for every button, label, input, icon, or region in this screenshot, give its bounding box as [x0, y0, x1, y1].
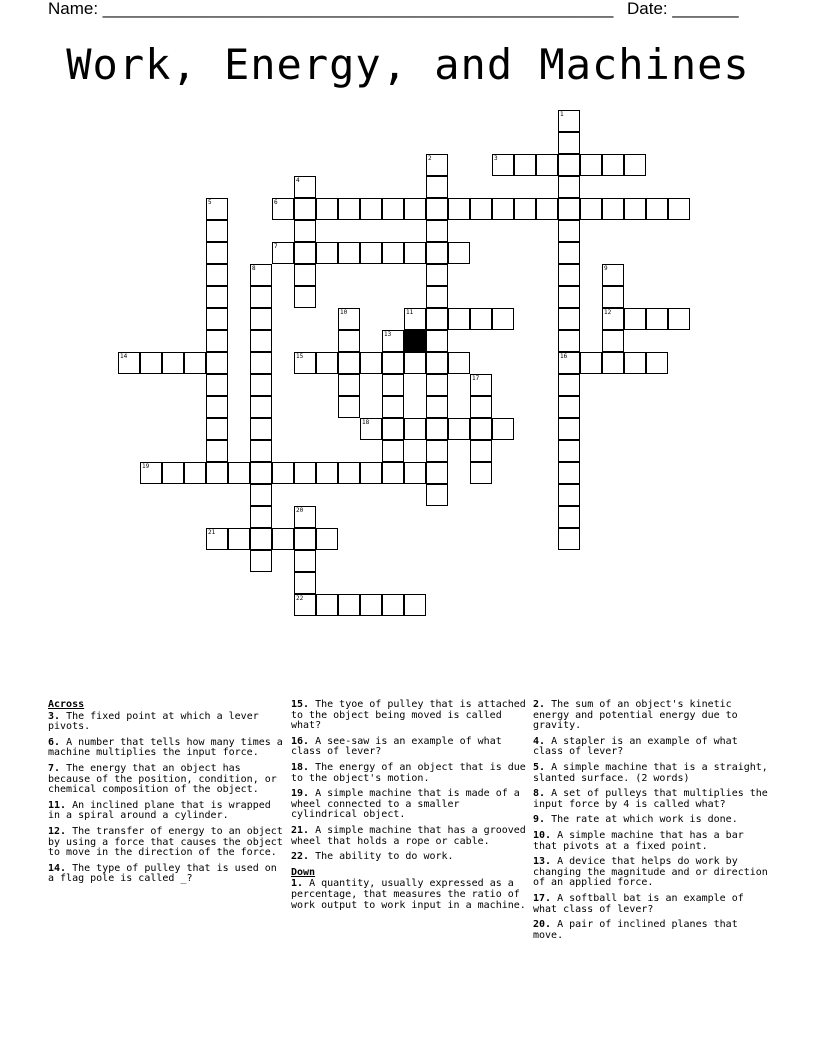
clue-number-label: 14.	[48, 862, 67, 874]
clue-number-label: 6.	[48, 736, 61, 748]
clue-item	[533, 789, 769, 810]
clue-text: A softball bat is an example of what class of lever?	[533, 892, 744, 915]
clue-number-label: 17.	[533, 892, 552, 904]
clue-text: The type of pulley that is used on a flag pole is called _?	[48, 862, 277, 885]
clue-number: 3	[494, 155, 498, 162]
clue-item	[291, 737, 527, 758]
grid-cell[interactable]	[580, 198, 602, 220]
clue-item	[533, 815, 769, 826]
clue-number-label: 4.	[533, 735, 546, 747]
grid-cell[interactable]	[558, 154, 580, 176]
grid-cell[interactable]	[338, 352, 360, 374]
clue-number-label: 13.	[533, 856, 552, 868]
grid-cell[interactable]	[250, 462, 272, 484]
grid-cell[interactable]	[404, 308, 426, 330]
clue-item	[533, 737, 769, 758]
clue-number: 6	[274, 199, 278, 206]
grid-cell[interactable]	[426, 308, 448, 330]
grid-cell[interactable]	[426, 396, 448, 418]
grid-cell[interactable]	[338, 594, 360, 616]
clue-text: A pair of inclined planes that move.	[533, 919, 738, 941]
clue-text: A simple machine that is a straight, slanted surface. (2 words)	[533, 761, 768, 784]
grid-cell[interactable]	[448, 308, 470, 330]
grid-cell[interactable]	[206, 396, 228, 418]
grid-cell[interactable]	[184, 462, 206, 484]
grid-cell[interactable]	[558, 506, 580, 528]
grid-cell[interactable]	[646, 352, 668, 374]
grid-cell[interactable]	[294, 594, 316, 616]
grid-cell[interactable]	[272, 462, 294, 484]
grid-cell[interactable]	[426, 198, 448, 220]
grid-cell[interactable]	[382, 242, 404, 264]
clue-number: 1	[560, 111, 564, 118]
grid-cell[interactable]	[118, 352, 140, 374]
grid-cell[interactable]	[206, 198, 228, 220]
grid-cell[interactable]	[426, 418, 448, 440]
grid-cell[interactable]	[492, 308, 514, 330]
clue-section-heading: Down	[291, 866, 316, 878]
grid-cell[interactable]	[294, 462, 316, 484]
grid-cell[interactable]	[602, 352, 624, 374]
grid-cell[interactable]	[426, 440, 448, 462]
grid-cell[interactable]	[558, 286, 580, 308]
grid-cell[interactable]	[272, 242, 294, 264]
grid-cell[interactable]	[206, 440, 228, 462]
clue-number: 4	[296, 177, 300, 184]
clue-number: 20	[296, 507, 304, 514]
clue-item	[533, 700, 769, 732]
grid-cell[interactable]	[294, 528, 316, 550]
grid-cell[interactable]	[228, 462, 250, 484]
clue-item	[48, 712, 284, 733]
grid-cell[interactable]	[470, 308, 492, 330]
grid-cell[interactable]	[448, 418, 470, 440]
grid-cell[interactable]	[206, 374, 228, 396]
clue-number-label: 9.	[533, 814, 546, 826]
grid-cell[interactable]	[250, 440, 272, 462]
clue-number: 9	[604, 265, 608, 272]
grid-cell[interactable]	[294, 572, 316, 594]
grid-cell[interactable]	[316, 198, 338, 220]
clue-number-label: 12.	[48, 825, 67, 837]
clue-item	[291, 789, 527, 821]
grid-cell[interactable]	[646, 198, 668, 220]
clue-number: 2	[428, 155, 432, 162]
grid-cell[interactable]	[250, 330, 272, 352]
clue-text: A simple machine that is made of a wheel connected to a smaller cylindrical object.	[291, 788, 520, 821]
grid-cell[interactable]	[338, 308, 360, 330]
grid-cell[interactable]	[382, 462, 404, 484]
grid-cell[interactable]	[338, 198, 360, 220]
grid-cell[interactable]	[646, 308, 668, 330]
grid-cell[interactable]	[470, 418, 492, 440]
grid-cell[interactable]	[470, 396, 492, 418]
grid-cell[interactable]	[382, 198, 404, 220]
clue-number: 5	[208, 199, 212, 206]
grid-cell[interactable]	[426, 330, 448, 352]
grid-cell[interactable]	[404, 418, 426, 440]
grid-cell[interactable]	[536, 198, 558, 220]
clue-column-1	[48, 700, 284, 890]
clue-number: 21	[208, 529, 216, 536]
grid-cell[interactable]	[404, 242, 426, 264]
grid-cell[interactable]	[602, 286, 624, 308]
grid-cell[interactable]	[558, 396, 580, 418]
grid-cell[interactable]	[470, 198, 492, 220]
grid-cell[interactable]	[426, 176, 448, 198]
grid-cell[interactable]	[558, 242, 580, 264]
clue-text: The rate at which work is done.	[551, 814, 738, 826]
grid-cell[interactable]	[338, 242, 360, 264]
grid-cell[interactable]	[558, 528, 580, 550]
grid-cell[interactable]	[206, 330, 228, 352]
grid-cell[interactable]	[316, 594, 338, 616]
clue-text: The tyoe of pulley that is attached to the object being moved is called what?	[291, 699, 526, 732]
grid-cell[interactable]	[382, 418, 404, 440]
grid-cell[interactable]	[360, 242, 382, 264]
grid-cell[interactable]	[206, 286, 228, 308]
grid-cell[interactable]	[558, 484, 580, 506]
grid-cell[interactable]	[558, 418, 580, 440]
grid-cell[interactable]	[206, 462, 228, 484]
clue-item	[533, 920, 769, 941]
clue-text: A stapler is an example of what class of lever?	[533, 735, 738, 758]
clue-item	[291, 879, 527, 911]
grid-cell[interactable]	[558, 374, 580, 396]
grid-cell[interactable]	[382, 374, 404, 396]
grid-cell[interactable]	[294, 242, 316, 264]
clue-item	[48, 801, 284, 822]
grid-cell[interactable]	[360, 418, 382, 440]
clue-number-label: 7.	[48, 762, 61, 774]
name-field[interactable]: Name: ______________________________________________________	[48, 0, 614, 18]
grid-cell[interactable]	[448, 352, 470, 374]
grid-cell[interactable]	[316, 462, 338, 484]
grid-cell[interactable]	[382, 352, 404, 374]
grid-cell[interactable]	[294, 286, 316, 308]
date-field[interactable]: Date: _______	[627, 0, 739, 18]
grid-cell[interactable]	[470, 440, 492, 462]
clue-item	[48, 738, 284, 759]
grid-cell[interactable]	[558, 330, 580, 352]
grid-cell[interactable]	[206, 242, 228, 264]
clue-number-label: 20.	[533, 919, 552, 931]
clue-column-2	[291, 700, 527, 916]
grid-cell[interactable]	[470, 374, 492, 396]
grid-cell[interactable]	[250, 528, 272, 550]
grid-cell[interactable]	[426, 374, 448, 396]
grid-cell[interactable]	[382, 594, 404, 616]
grid-cell[interactable]	[624, 308, 646, 330]
grid-cell[interactable]	[250, 286, 272, 308]
grid-cell[interactable]	[624, 352, 646, 374]
grid-cell[interactable]	[162, 462, 184, 484]
grid-cell[interactable]	[558, 110, 580, 132]
clue-number-label: 16.	[291, 735, 310, 747]
grid-cell[interactable]	[206, 352, 228, 374]
grid-cell[interactable]	[272, 528, 294, 550]
clue-item	[533, 831, 769, 852]
clue-item	[48, 864, 284, 885]
clue-number: 14	[120, 353, 128, 360]
clue-number-label: 3.	[48, 710, 61, 722]
grid-cell[interactable]	[140, 352, 162, 374]
grid-cell[interactable]	[250, 352, 272, 374]
clue-number-label: 19.	[291, 788, 310, 800]
clue-text: A see-saw is an example of what class of lever?	[291, 735, 502, 758]
clue-item	[533, 894, 769, 915]
grid-cell[interactable]	[580, 154, 602, 176]
clue-section-heading: Across	[48, 699, 85, 710]
grid-cell[interactable]	[250, 506, 272, 528]
clue-item	[291, 700, 527, 732]
grid-cell[interactable]	[360, 594, 382, 616]
grid-cell[interactable]	[668, 308, 690, 330]
grid-cell[interactable]	[602, 264, 624, 286]
clue-number-label: 1.	[291, 878, 304, 890]
clue-number-label: 15.	[291, 699, 310, 710]
grid-cell[interactable]	[206, 308, 228, 330]
grid-cell[interactable]	[470, 462, 492, 484]
grid-cell[interactable]	[404, 352, 426, 374]
grid-cell[interactable]	[426, 242, 448, 264]
grid-cell[interactable]	[426, 220, 448, 242]
grid-cell[interactable]	[338, 462, 360, 484]
clue-number-label: 18.	[291, 761, 310, 773]
grid-cell[interactable]	[360, 462, 382, 484]
grid-cell[interactable]	[294, 352, 316, 374]
grid-cell[interactable]	[272, 198, 294, 220]
grid-cell[interactable]	[580, 352, 602, 374]
grid-cell[interactable]	[624, 154, 646, 176]
grid-cell[interactable]	[426, 484, 448, 506]
grid-cell[interactable]	[624, 198, 646, 220]
clue-text: A simple machine that has a bar that pivots at a fixed point.	[533, 829, 744, 852]
clue-number-label: 2.	[533, 699, 546, 710]
grid-cell[interactable]	[404, 198, 426, 220]
grid-cell[interactable]	[250, 550, 272, 572]
grid-cell[interactable]	[316, 528, 338, 550]
clue-text: The fixed point at which a lever pivots.	[48, 710, 259, 733]
clue-item	[533, 857, 769, 889]
clue-number: 10	[340, 309, 348, 316]
clue-number: 13	[384, 331, 392, 338]
grid-cell[interactable]	[206, 528, 228, 550]
grid-cell[interactable]	[558, 352, 580, 374]
grid-cell[interactable]	[382, 440, 404, 462]
clue-number: 19	[142, 463, 150, 470]
clue-number-label: 10.	[533, 829, 552, 841]
grid-cell[interactable]	[250, 418, 272, 440]
clue-text: A quantity, usually expressed as a percentage, that measures the ratio of work output to work input in a machine.	[291, 878, 526, 911]
grid-cell[interactable]	[602, 198, 624, 220]
grid-cell[interactable]	[602, 308, 624, 330]
clue-number-label: 21.	[291, 824, 310, 836]
grid-cell[interactable]	[668, 198, 690, 220]
grid-cell[interactable]	[294, 220, 316, 242]
grid-cell[interactable]	[382, 396, 404, 418]
clue-number: 8	[252, 265, 256, 272]
clue-number: 17	[472, 375, 480, 382]
black-cell	[404, 330, 426, 352]
clue-text: A number that tells how many times a machine multiplies the input force.	[48, 736, 283, 759]
clue-number-label: 22.	[291, 851, 310, 863]
grid-cell[interactable]	[360, 198, 382, 220]
clue-item	[533, 763, 769, 784]
grid-cell[interactable]	[426, 352, 448, 374]
grid-cell[interactable]	[338, 396, 360, 418]
grid-cell[interactable]	[426, 462, 448, 484]
clue-number: 22	[296, 595, 304, 602]
clue-text: The sum of an object's kinetic energy and potential energy due to gravity.	[533, 699, 738, 732]
clue-item	[48, 827, 284, 859]
grid-cell[interactable]	[602, 154, 624, 176]
clue-number: 12	[604, 309, 612, 316]
clue-text: The ability to do work.	[315, 851, 454, 863]
grid-cell[interactable]	[448, 242, 470, 264]
clue-text: The energy that an object has because of the position, condition, or chemical composition of the object.	[48, 762, 277, 796]
grid-cell[interactable]	[250, 484, 272, 506]
clue-number: 11	[406, 309, 414, 316]
grid-cell[interactable]	[294, 506, 316, 528]
grid-cell[interactable]	[404, 594, 426, 616]
grid-cell[interactable]	[140, 462, 162, 484]
page-title: Work, Energy, and Machines	[66, 40, 750, 89]
clue-number: 16	[560, 353, 568, 360]
grid-cell[interactable]	[294, 176, 316, 198]
grid-cell[interactable]	[206, 220, 228, 242]
grid-cell[interactable]	[162, 352, 184, 374]
grid-cell[interactable]	[184, 352, 206, 374]
grid-cell[interactable]	[448, 198, 470, 220]
clue-number-label: 8.	[533, 788, 546, 800]
grid-cell[interactable]	[294, 198, 316, 220]
grid-cell[interactable]	[250, 396, 272, 418]
grid-cell[interactable]	[492, 418, 514, 440]
clue-number: 7	[274, 243, 278, 250]
clue-text: A device that helps do work by changing the magnitude and or direction of an applied force.	[533, 856, 768, 889]
grid-cell[interactable]	[492, 198, 514, 220]
clue-item	[291, 852, 527, 863]
grid-cell[interactable]	[558, 308, 580, 330]
grid-cell[interactable]	[338, 374, 360, 396]
grid-cell[interactable]	[426, 264, 448, 286]
grid-cell[interactable]	[404, 462, 426, 484]
clue-item	[291, 763, 527, 784]
grid-cell[interactable]	[558, 132, 580, 154]
grid-cell[interactable]	[426, 154, 448, 176]
grid-cell[interactable]	[316, 352, 338, 374]
grid-cell[interactable]	[514, 154, 536, 176]
grid-cell[interactable]	[294, 264, 316, 286]
grid-cell[interactable]	[250, 308, 272, 330]
clue-item	[48, 764, 284, 796]
clue-text: A simple machine that has a grooved wheel that holds a rope or cable.	[291, 824, 526, 847]
grid-cell[interactable]	[382, 330, 404, 352]
clue-number-label: 11.	[48, 799, 67, 811]
grid-cell[interactable]	[514, 198, 536, 220]
grid-cell[interactable]	[492, 154, 514, 176]
grid-cell[interactable]	[558, 176, 580, 198]
clue-number-label: 5.	[533, 761, 546, 773]
grid-cell[interactable]	[558, 198, 580, 220]
grid-cell[interactable]	[536, 154, 558, 176]
grid-cell[interactable]	[250, 374, 272, 396]
grid-cell[interactable]	[558, 462, 580, 484]
grid-cell[interactable]	[228, 528, 250, 550]
grid-cell[interactable]	[206, 418, 228, 440]
clue-number: 18	[362, 419, 370, 426]
grid-cell[interactable]	[250, 264, 272, 286]
grid-cell[interactable]	[558, 264, 580, 286]
clue-column-3	[533, 700, 769, 946]
clue-text: The energy of an object that is due to the object's motion.	[291, 761, 526, 784]
grid-cell[interactable]	[206, 264, 228, 286]
clue-text: An inclined plane that is wrapped in a spiral around a cylinder.	[48, 799, 271, 822]
clue-text: A set of pulleys that multiplies the input force by 4 is called what?	[533, 788, 768, 810]
grid-cell[interactable]	[558, 440, 580, 462]
grid-cell[interactable]	[426, 286, 448, 308]
clue-text: The transfer of energy to an object by using a force that causes the object to move in the direction of the force.	[48, 825, 283, 859]
grid-cell[interactable]	[360, 352, 382, 374]
grid-cell[interactable]	[294, 550, 316, 572]
clue-number: 15	[296, 353, 304, 360]
grid-cell[interactable]	[338, 330, 360, 352]
clue-item	[291, 826, 527, 847]
grid-cell[interactable]	[602, 330, 624, 352]
grid-cell[interactable]	[316, 242, 338, 264]
grid-cell[interactable]	[558, 220, 580, 242]
